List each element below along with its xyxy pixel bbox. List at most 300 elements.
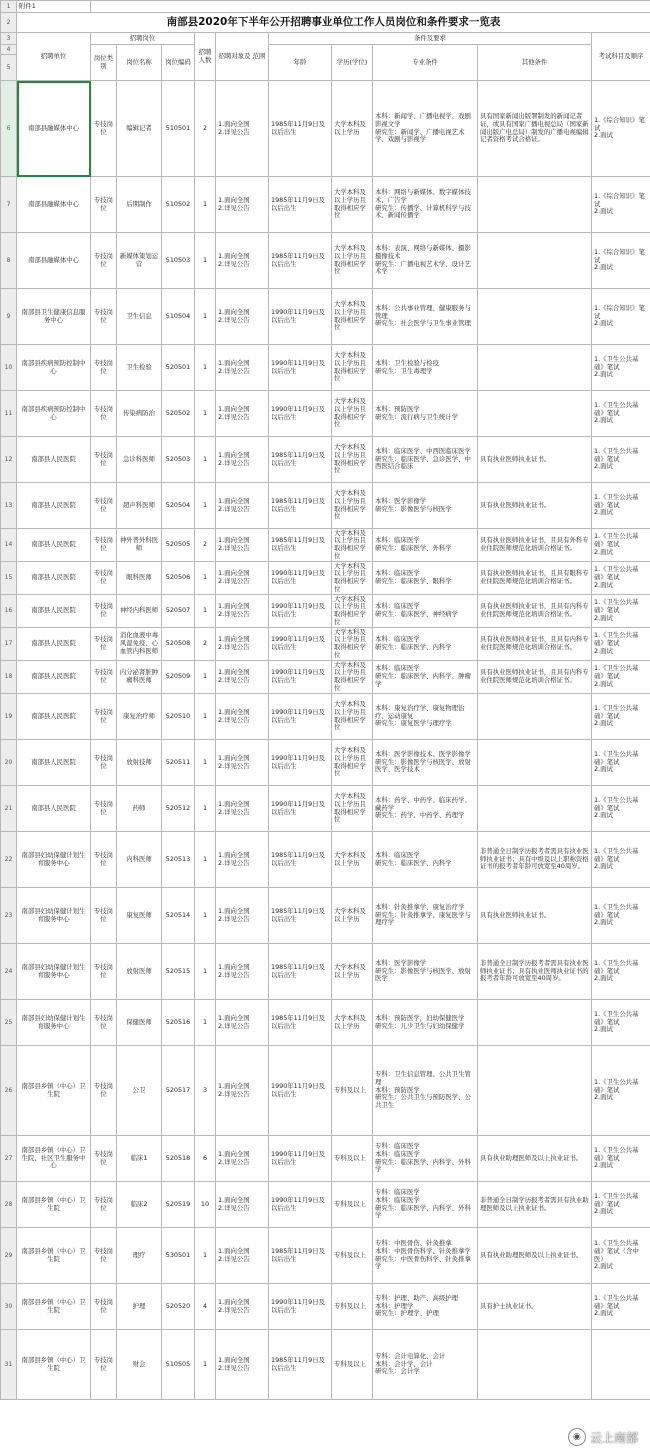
cell-count[interactable]: 1 <box>195 1330 216 1400</box>
cell-unit[interactable]: 南部县乡镇（中心）卫生院 <box>17 1330 91 1400</box>
row-number[interactable]: 14 <box>1 529 17 562</box>
cell-age[interactable]: 1985年11月9日及以后出生 <box>269 233 332 289</box>
cell-age[interactable]: 1985年11月9日及以后出生 <box>269 437 332 483</box>
cell-exam[interactable]: 1.《卫生公共基础》笔试 2.面试 <box>592 345 650 391</box>
cell-major[interactable]: 本科：康复治疗学、康复物理治疗、运动康复 研究生：康复医学与理疗学 <box>373 694 478 740</box>
row-number[interactable]: 11 <box>1 391 17 437</box>
cell-exam[interactable]: 1.《卫生公共基础》笔试 2.面试 <box>592 391 650 437</box>
cell-post-code[interactable]: 520513 <box>162 832 195 888</box>
cell-major[interactable]: 本科：医学影像技术、医学影像学 研究生：影像医学与核医学、放射医学、医学技术 <box>373 740 478 786</box>
cell-exam[interactable]: 1.《卫生公共基础》笔试 2.面试 <box>592 1046 650 1136</box>
cell-post-type[interactable]: 专技岗位 <box>91 1284 117 1330</box>
row-number[interactable]: 13 <box>1 483 17 529</box>
row-number[interactable]: 9 <box>1 289 17 345</box>
row-number[interactable]: 28 <box>1 1182 17 1228</box>
cell-education[interactable]: 大学本科及以上学历且取得相应学位 <box>332 740 373 786</box>
cell-unit[interactable]: 南部县疾病预防控制中心 <box>17 345 91 391</box>
cell-count[interactable]: 1 <box>195 177 216 233</box>
cell-education[interactable]: 大学本科及以上学历且取得相应学位 <box>332 595 373 628</box>
row-number[interactable]: 22 <box>1 832 17 888</box>
cell-post-name[interactable]: 内分泌肾脏肿瘤科医师 <box>117 661 162 694</box>
cell-age[interactable]: 1990年11月9日及以后出生 <box>269 628 332 661</box>
cell-post-code[interactable]: 520517 <box>162 1046 195 1136</box>
cell-target-scope[interactable]: 1.面向全国 2.详见公告 <box>216 694 269 740</box>
cell-post-name[interactable]: 神经内科医师 <box>117 595 162 628</box>
cell-post-type[interactable]: 专技岗位 <box>91 345 117 391</box>
cell-count[interactable]: 4 <box>195 1284 216 1330</box>
cell-target-scope[interactable]: 1.面向全国 2.详见公告 <box>216 661 269 694</box>
cell-unit[interactable]: 南部县人民医院 <box>17 529 91 562</box>
cell-major[interactable]: 本科：临床医学 研究生：临床医学、内科学、肿瘤学 <box>373 661 478 694</box>
cell-post-type[interactable]: 专技岗位 <box>91 694 117 740</box>
cell-major[interactable]: 专科：会计电算化、会计 本科：会计学、会计 研究生：会计学 <box>373 1330 478 1400</box>
cell-target-scope[interactable]: 1.面向全国 2.详见公告 <box>216 1330 269 1400</box>
cell-post-type[interactable]: 专技岗位 <box>91 661 117 694</box>
cell-unit[interactable]: 南部县妇幼保健计划生育服务中心 <box>17 1000 91 1046</box>
cell-exam[interactable]: 1.《综合知识》笔试 2.面试 <box>592 289 650 345</box>
cell-post-name[interactable]: 护理 <box>117 1284 162 1330</box>
cell-post-name[interactable]: 临床1 <box>117 1136 162 1182</box>
cell-unit[interactable]: 南部县乡镇（中心）卫生院 <box>17 1182 91 1228</box>
row-number[interactable]: 6 <box>1 81 17 177</box>
cell-education[interactable]: 专科及以上 <box>332 1228 373 1284</box>
cell-post-type[interactable]: 专技岗位 <box>91 81 117 177</box>
cell-education[interactable]: 专科及以上 <box>332 1330 373 1400</box>
cell-exam[interactable]: 1.《卫生公共基础》笔试 2.面试 <box>592 437 650 483</box>
cell-unit[interactable]: 南部县人民医院 <box>17 661 91 694</box>
cell-post-name[interactable]: 传染病防治 <box>117 391 162 437</box>
cell-major[interactable]: 本科：医学影像学 研究生：影像医学与核医学 <box>373 483 478 529</box>
cell-count[interactable]: 1 <box>195 595 216 628</box>
cell-target-scope[interactable]: 1.面向全国 2.详见公告 <box>216 437 269 483</box>
row-number[interactable]: 17 <box>1 628 17 661</box>
cell-age[interactable]: 1985年11月9日及以后出生 <box>269 1228 332 1284</box>
cell-major[interactable]: 本科：表演、网络与新媒体、摄影摄像技术 研究生：广播电视艺术学、设计艺术学 <box>373 233 478 289</box>
cell-other[interactable] <box>478 786 592 832</box>
cell-exam[interactable]: 1.《综合知识》笔试 2.面试 <box>592 233 650 289</box>
cell-major[interactable]: 专科：护理、助产、高级护理 本科：护理学 研究生：护理学、护理 <box>373 1284 478 1330</box>
cell-education[interactable]: 专科及以上 <box>332 1284 373 1330</box>
cell-count[interactable]: 1 <box>195 944 216 1000</box>
cell-age[interactable]: 1985年11月9日及以后出生 <box>269 832 332 888</box>
cell-age[interactable]: 1990年11月9日及以后出生 <box>269 289 332 345</box>
row-number[interactable]: 25 <box>1 1000 17 1046</box>
cell-exam[interactable]: 1.《卫生公共基础》笔试 2.面试 <box>592 888 650 944</box>
cell-exam[interactable]: 1.《卫生公共基础》笔试 2.面试 <box>592 740 650 786</box>
cell-count[interactable]: 1 <box>195 740 216 786</box>
cell-major[interactable]: 本科：公共事业管理、健康服务与管理 研究生：社会医学与卫生事业管理 <box>373 289 478 345</box>
cell-education[interactable]: 大学本科及以上学历 <box>332 1000 373 1046</box>
cell-count[interactable]: 1 <box>195 391 216 437</box>
cell-post-type[interactable]: 专技岗位 <box>91 786 117 832</box>
cell-unit[interactable]: 南部县人民医院 <box>17 694 91 740</box>
cell-exam[interactable]: 1.《卫生公共基础》笔试 2.面试 <box>592 944 650 1000</box>
cell-post-type[interactable]: 专技岗位 <box>91 391 117 437</box>
cell-post-type[interactable]: 专技岗位 <box>91 562 117 595</box>
row-number[interactable]: 18 <box>1 661 17 694</box>
cell-other[interactable] <box>478 177 592 233</box>
cell-count[interactable]: 3 <box>195 1046 216 1136</box>
cell-post-code[interactable]: 520516 <box>162 1000 195 1046</box>
cell-age[interactable]: 1985年11月9日及以后出生 <box>269 944 332 1000</box>
row-number[interactable]: 31 <box>1 1330 17 1400</box>
cell-education[interactable]: 大学本科及以上学历且取得相应学位 <box>332 483 373 529</box>
cell-unit[interactable]: 南部县卫生健康信息服务中心 <box>17 289 91 345</box>
row-number[interactable]: 19 <box>1 694 17 740</box>
cell-exam[interactable]: 1.《卫生公共基础》笔试 2.面试 <box>592 1136 650 1182</box>
cell-age[interactable]: 1990年11月9日及以后出生 <box>269 1182 332 1228</box>
cell-exam[interactable]: 1.《卫生公共基础》笔试 2.面试 <box>592 562 650 595</box>
cell-post-type[interactable]: 专技岗位 <box>91 740 117 786</box>
cell-major[interactable]: 本科：针灸推拿学、康复治疗学 研究生：针灸推拿学、康复医学与理疗学 <box>373 888 478 944</box>
cell-education[interactable]: 大学本科及以上学历且取得相应学位 <box>332 391 373 437</box>
cell-post-code[interactable]: 510505 <box>162 1330 195 1400</box>
cell-count[interactable]: 1 <box>195 832 216 888</box>
cell-post-code[interactable]: 520504 <box>162 483 195 529</box>
cell-other[interactable]: 非普通全日制学历报考者需具有执业助理医师及以上执业证书。 <box>478 1182 592 1228</box>
cell-target-scope[interactable]: 1.面向全国 2.详见公告 <box>216 1046 269 1136</box>
cell-education[interactable]: 大学本科及以上学历且取得相应学位 <box>332 661 373 694</box>
cell-post-name[interactable]: 卫生信息 <box>117 289 162 345</box>
cell-post-name[interactable]: 理疗 <box>117 1228 162 1284</box>
cell-target-scope[interactable]: 1.面向全国 2.详见公告 <box>216 529 269 562</box>
cell-age[interactable]: 1985年11月9日及以后出生 <box>269 177 332 233</box>
cell-count[interactable]: 2 <box>195 628 216 661</box>
cell-education[interactable]: 专科及以上 <box>332 1046 373 1136</box>
cell-post-code[interactable]: 530501 <box>162 1228 195 1284</box>
cell-other[interactable]: 具有执业医师执业证书。 <box>478 483 592 529</box>
cell-count[interactable]: 10 <box>195 1182 216 1228</box>
cell-education[interactable]: 专科及以上 <box>332 1182 373 1228</box>
cell-post-type[interactable]: 专技岗位 <box>91 1000 117 1046</box>
cell-major[interactable]: 专科：中医骨伤、针灸推拿 本科：中医骨伤科学、针灸推拿学 研究生：中医骨伤科学、针灸推拿学 <box>373 1228 478 1284</box>
cell-post-code[interactable]: 510504 <box>162 289 195 345</box>
cell-post-name[interactable]: 消化血液中毒风湿免疫、心血管内科医师 <box>117 628 162 661</box>
cell-unit[interactable]: 南部县融媒体中心 <box>17 177 91 233</box>
cell-unit[interactable]: 南部县人民医院 <box>17 628 91 661</box>
cell-major[interactable]: 本科：预防医学，妇幼保健医学 研究生：儿少卫生与妇幼保健学 <box>373 1000 478 1046</box>
cell-count[interactable]: 1 <box>195 661 216 694</box>
row-number[interactable]: 24 <box>1 944 17 1000</box>
cell-unit[interactable]: 南部县妇幼保健计划生育服务中心 <box>17 944 91 1000</box>
cell-post-code[interactable]: 520506 <box>162 562 195 595</box>
cell-post-type[interactable]: 专技岗位 <box>91 1228 117 1284</box>
cell-exam[interactable]: 1.《卫生公共基础》笔试 2.面试 <box>592 694 650 740</box>
cell-target-scope[interactable]: 1.面向全国 2.详见公告 <box>216 628 269 661</box>
row-number[interactable]: 27 <box>1 1136 17 1182</box>
cell-post-type[interactable]: 专技岗位 <box>91 888 117 944</box>
cell-post-type[interactable]: 专技岗位 <box>91 628 117 661</box>
cell-major[interactable]: 本科：临床医学 研究生：临床医学、外科学 <box>373 529 478 562</box>
cell-post-type[interactable]: 专技岗位 <box>91 832 117 888</box>
cell-post-name[interactable]: 神外普外科医师 <box>117 529 162 562</box>
cell-post-name[interactable]: 超声科医师 <box>117 483 162 529</box>
cell-post-name[interactable]: 保健医师 <box>117 1000 162 1046</box>
row-number[interactable]: 20 <box>1 740 17 786</box>
cell-other[interactable]: 具有执业医师执业证书，且具有内科专业住院医师规范化培训合格证书。 <box>478 661 592 694</box>
cell-count[interactable]: 2 <box>195 81 216 177</box>
cell-post-name[interactable]: 编辑记者 <box>117 81 162 177</box>
row-number[interactable]: 21 <box>1 786 17 832</box>
cell-major[interactable]: 本科：卫生检验与检疫 研究生：卫生毒理学 <box>373 345 478 391</box>
cell-other[interactable]: 具有执业医师执业证书，且具有外科专业住院医师规范化培训合格证书。 <box>478 529 592 562</box>
cell-target-scope[interactable]: 1.面向全国 2.详见公告 <box>216 944 269 1000</box>
cell-exam[interactable]: 1.《卫生公共基础》笔试 2.面试 <box>592 628 650 661</box>
cell-major[interactable]: 本科：网络与新媒体、数字媒体技术、广告学 研究生：传播学、计算机科学与技术、新闻传播学 <box>373 177 478 233</box>
cell-post-code[interactable]: 520502 <box>162 391 195 437</box>
cell-education[interactable]: 大学本科及以上学历 <box>332 81 373 177</box>
cell-major[interactable]: 本科：临床医学、中西医临床医学 研究生：临床医学、急诊医学、中西医结合临床 <box>373 437 478 483</box>
cell-other[interactable]: 非普通全日制学历报考者需具有执业医师执业证书；具有中级及以上职称资格证书的报考者年龄可放宽至40周岁。 <box>478 832 592 888</box>
cell-target-scope[interactable]: 1.面向全国 2.详见公告 <box>216 1284 269 1330</box>
cell-unit[interactable]: 南部县人民医院 <box>17 437 91 483</box>
cell-education[interactable]: 大学本科及以上学历 <box>332 832 373 888</box>
row-number[interactable]: 7 <box>1 177 17 233</box>
cell-education[interactable]: 大学本科及以上学历且取得相应学位 <box>332 562 373 595</box>
cell-unit[interactable]: 南部县人民医院 <box>17 740 91 786</box>
cell-age[interactable]: 1990年11月9日及以后出生 <box>269 595 332 628</box>
cell-target-scope[interactable]: 1.面向全国 2.详见公告 <box>216 562 269 595</box>
cell-count[interactable]: 6 <box>195 1136 216 1182</box>
cell-unit[interactable]: 南部县疾病预防控制中心 <box>17 391 91 437</box>
cell-target-scope[interactable]: 1.面向全国 2.详见公告 <box>216 595 269 628</box>
cell-major[interactable]: 专科：临床医学 本科：临床医学 研究生：临床医学、内科学、外科学 <box>373 1182 478 1228</box>
cell-post-code[interactable]: 520512 <box>162 786 195 832</box>
cell-other[interactable]: 具有执业助理医师及以上执业证书。 <box>478 1136 592 1182</box>
cell-unit[interactable]: 南部县乡镇（中心）卫生院 <box>17 1228 91 1284</box>
cell-target-scope[interactable]: 1.面向全国 2.详见公告 <box>216 740 269 786</box>
cell-unit[interactable]: 南部县乡镇（中心）卫生院 <box>17 1046 91 1136</box>
cell-unit[interactable]: 南部县人民医院 <box>17 562 91 595</box>
cell-post-type[interactable]: 专技岗位 <box>91 289 117 345</box>
cell-major[interactable]: 本科：药学、中药学、临床药学、藏药学 研究生：药学、中药学、药理学 <box>373 786 478 832</box>
cell-post-code[interactable]: 520511 <box>162 740 195 786</box>
cell-target-scope[interactable]: 1.面向全国 2.详见公告 <box>216 233 269 289</box>
cell-post-code[interactable]: 520501 <box>162 345 195 391</box>
cell-post-type[interactable]: 专技岗位 <box>91 529 117 562</box>
cell-post-name[interactable]: 后期制作 <box>117 177 162 233</box>
cell-post-type[interactable]: 专技岗位 <box>91 1182 117 1228</box>
cell-post-code[interactable]: 520515 <box>162 944 195 1000</box>
cell-major[interactable]: 本科：临床医学 研究生：临床医学、眼科学 <box>373 562 478 595</box>
cell-other[interactable]: 具有执业医师执业证书。 <box>478 888 592 944</box>
cell-major[interactable]: 专科：临床医学 本科：临床医学 研究生：临床医学、内科学、外科学 <box>373 1136 478 1182</box>
cell-unit[interactable]: 南部县人民医院 <box>17 483 91 529</box>
cell-other[interactable]: 具有执业医师执业证书，且具有内科专业住院医师规范化培训合格证书。 <box>478 595 592 628</box>
cell-count[interactable]: 1 <box>195 437 216 483</box>
cell-education[interactable]: 大学本科及以上学历且取得相应学位 <box>332 628 373 661</box>
cell-other[interactable] <box>478 233 592 289</box>
cell-age[interactable]: 1985年11月9日及以后出生 <box>269 483 332 529</box>
cell-post-name[interactable]: 康复医师 <box>117 888 162 944</box>
cell-post-name[interactable]: 财会 <box>117 1330 162 1400</box>
cell-post-name[interactable]: 内科医师 <box>117 832 162 888</box>
cell-post-code[interactable]: 520509 <box>162 661 195 694</box>
cell-major[interactable]: 本科：预防医学 研究生：流行病与卫生统计学 <box>373 391 478 437</box>
cell-other[interactable] <box>478 1000 592 1046</box>
cell-post-name[interactable]: 药师 <box>117 786 162 832</box>
cell-post-code[interactable]: 510501 <box>162 81 195 177</box>
cell-post-code[interactable]: 510502 <box>162 177 195 233</box>
cell-other[interactable] <box>478 289 592 345</box>
cell-exam[interactable]: 1.《综合知识》笔试 2.面试 <box>592 81 650 177</box>
cell-age[interactable]: 1990年11月9日及以后出生 <box>269 562 332 595</box>
cell-education[interactable]: 大学本科及以上学历且取得相应学位 <box>332 694 373 740</box>
cell-other[interactable] <box>478 740 592 786</box>
cell-post-name[interactable]: 康复治疗师 <box>117 694 162 740</box>
cell-education[interactable]: 大学本科及以上学历且取得相应学位 <box>332 437 373 483</box>
cell-post-name[interactable]: 眼科医师 <box>117 562 162 595</box>
cell-major[interactable]: 本科：临床医学 研究生：临床医学、内科学 <box>373 628 478 661</box>
cell-major[interactable]: 本科：新闻学、广播电视学、戏剧影视文学 研究生：新闻学、广播电视艺术学、戏剧与影视学 <box>373 81 478 177</box>
cell-post-name[interactable]: 放射医师 <box>117 944 162 1000</box>
cell-post-type[interactable]: 专技岗位 <box>91 483 117 529</box>
cell-unit[interactable]: 南部县乡镇（中心）卫生院、社区卫生服务中心 <box>17 1136 91 1182</box>
cell-major[interactable]: 本科：医学影像学 研究生：影像医学与核医学、放射医学 <box>373 944 478 1000</box>
cell-other[interactable] <box>478 345 592 391</box>
row-number[interactable]: 10 <box>1 345 17 391</box>
cell-exam[interactable]: 1.《卫生公共基础》笔试 2.面试 <box>592 786 650 832</box>
row-number[interactable]: 8 <box>1 233 17 289</box>
cell-age[interactable]: 1990年11月9日及以后出生 <box>269 661 332 694</box>
cell-other[interactable]: 具有执业助理医师及以上执业证书。 <box>478 1228 592 1284</box>
cell-unit[interactable]: 南部县妇幼保健计划生育服务中心 <box>17 832 91 888</box>
cell-post-name[interactable]: 急诊科医师 <box>117 437 162 483</box>
cell-major[interactable]: 本科：临床医学 研究生：临床医学、神经病学 <box>373 595 478 628</box>
cell-age[interactable]: 1985年11月9日及以后出生 <box>269 81 332 177</box>
cell-post-code[interactable]: 520514 <box>162 888 195 944</box>
cell-unit[interactable]: 南部县乡镇（中心）卫生院 <box>17 1284 91 1330</box>
cell-exam[interactable]: 1.《卫生公共基础》笔试 2.面试 <box>592 529 650 562</box>
cell-major[interactable]: 本科：临床医学 研究生：临床医学、内科学 <box>373 832 478 888</box>
cell-count[interactable]: 1 <box>195 289 216 345</box>
cell-age[interactable]: 1990年11月9日及以后出生 <box>269 694 332 740</box>
cell-major[interactable]: 专科：卫生信息管理、公共卫生管理 本科：预防医学 研究生：公共卫生与预防医学、公共卫生 <box>373 1046 478 1136</box>
cell-exam[interactable]: 1.《卫生公共基础》笔试 2.面试 <box>592 661 650 694</box>
cell-exam[interactable]: 1.《卫生公共基础》笔试 2.面试 <box>592 1284 650 1330</box>
cell-post-code[interactable]: 520510 <box>162 694 195 740</box>
cell-exam[interactable]: 1.《卫生公共基础》笔试 2.面试 <box>592 1000 650 1046</box>
cell-count[interactable]: 1 <box>195 233 216 289</box>
cell-target-scope[interactable]: 1.面向全国 2.详见公告 <box>216 1182 269 1228</box>
cell-target-scope[interactable]: 1.面向全国 2.详见公告 <box>216 483 269 529</box>
cell-other[interactable]: 具有执业医师执业证书，且具有内科专业住院医师规范化培训合格证书。 <box>478 628 592 661</box>
cell-education[interactable]: 大学本科及以上学历 <box>332 944 373 1000</box>
cell-target-scope[interactable]: 1.面向全国 2.详见公告 <box>216 391 269 437</box>
cell-post-type[interactable]: 专技岗位 <box>91 1046 117 1136</box>
cell-age[interactable]: 1990年11月9日及以后出生 <box>269 740 332 786</box>
cell-post-type[interactable]: 专技岗位 <box>91 177 117 233</box>
cell-count[interactable]: 1 <box>195 1228 216 1284</box>
cell-exam[interactable]: 1.《卫生公共基础》笔试 2.面试 <box>592 483 650 529</box>
cell-target-scope[interactable]: 1.面向全国 2.详见公告 <box>216 289 269 345</box>
cell-count[interactable]: 1 <box>195 483 216 529</box>
cell-age[interactable]: 1990年11月9日及以后出生 <box>269 1046 332 1136</box>
cell-count[interactable]: 1 <box>195 786 216 832</box>
cell-post-name[interactable]: 新媒体策划运营 <box>117 233 162 289</box>
cell-education[interactable]: 大学本科及以上学历且取得相应学位 <box>332 786 373 832</box>
cell-exam[interactable]: 1.《卫生公共基础》笔试 2.面试 <box>592 595 650 628</box>
cell-unit[interactable]: 南部县融媒体中心 <box>17 81 91 177</box>
cell-count[interactable]: 2 <box>195 529 216 562</box>
cell-age[interactable]: 1990年11月9日及以后出生 <box>269 1284 332 1330</box>
cell-post-code[interactable]: 520520 <box>162 1284 195 1330</box>
cell-post-type[interactable]: 专技岗位 <box>91 437 117 483</box>
row-number[interactable]: 15 <box>1 562 17 595</box>
cell-education[interactable]: 大学本科及以上学历且取得相应学位 <box>332 529 373 562</box>
cell-age[interactable]: 1990年11月9日及以后出生 <box>269 391 332 437</box>
cell-education[interactable]: 大学本科及以上学历且取得相应学位 <box>332 177 373 233</box>
cell-unit[interactable]: 南部县人民医院 <box>17 786 91 832</box>
row-number[interactable]: 16 <box>1 595 17 628</box>
cell-other[interactable] <box>478 1330 592 1400</box>
cell-other[interactable]: 非普通全日制学历报考者需具有执业医师执业证书；具有执业医师执业证书的报考者年龄可放宽至40周岁。 <box>478 944 592 1000</box>
cell-unit[interactable]: 南部县妇幼保健计划生育服务中心 <box>17 888 91 944</box>
cell-age[interactable]: 1985年11月9日及以后出生 <box>269 529 332 562</box>
cell-target-scope[interactable]: 1.面向全国 2.详见公告 <box>216 177 269 233</box>
cell-count[interactable]: 1 <box>195 345 216 391</box>
cell-target-scope[interactable]: 1.面向全国 2.详见公告 <box>216 888 269 944</box>
cell-post-type[interactable]: 专技岗位 <box>91 233 117 289</box>
cell-target-scope[interactable]: 1.面向全国 2.详见公告 <box>216 1228 269 1284</box>
row-number[interactable]: 29 <box>1 1228 17 1284</box>
cell-other[interactable]: 具有执业医师执业证书，且具有眼科专业住院医师规范化培训合格证书。 <box>478 562 592 595</box>
cell-target-scope[interactable]: 1.面向全国 2.详见公告 <box>216 786 269 832</box>
cell-education[interactable]: 大学本科及以上学历且取得相应学位 <box>332 233 373 289</box>
cell-education[interactable]: 大学本科及以上学历且取得相应学位 <box>332 289 373 345</box>
cell-post-type[interactable]: 专技岗位 <box>91 1330 117 1400</box>
cell-age[interactable]: 1985年11月9日及以后出生 <box>269 888 332 944</box>
cell-post-type[interactable]: 专技岗位 <box>91 595 117 628</box>
cell-education[interactable]: 大学本科及以上学历且取得相应学位 <box>332 345 373 391</box>
cell-other[interactable] <box>478 694 592 740</box>
cell-other[interactable]: 具有国家新闻出版署制发的新闻记者证，或具有国家广播电视总局（国家新闻出版广电总局）制发的广播电视编辑记者资格考试合格证。 <box>478 81 592 177</box>
cell-education[interactable]: 专科及以上 <box>332 1136 373 1182</box>
cell-exam[interactable]: 1.《卫生公共基础》笔试（含中医） 2.面试 <box>592 1228 650 1284</box>
cell-post-name[interactable]: 卫生检验 <box>117 345 162 391</box>
cell-exam[interactable] <box>592 1330 650 1400</box>
row-number[interactable]: 23 <box>1 888 17 944</box>
cell-post-code[interactable]: 520507 <box>162 595 195 628</box>
cell-other[interactable] <box>478 1046 592 1136</box>
cell-count[interactable]: 1 <box>195 694 216 740</box>
cell-age[interactable]: 1990年11月9日及以后出生 <box>269 786 332 832</box>
cell-age[interactable]: 1985年11月9日及以后出生 <box>269 1000 332 1046</box>
row-number[interactable]: 26 <box>1 1046 17 1136</box>
cell-exam[interactable]: 1.《综合知识》笔试 2.面试 <box>592 177 650 233</box>
cell-post-name[interactable]: 临床2 <box>117 1182 162 1228</box>
row-number[interactable]: 12 <box>1 437 17 483</box>
cell-unit[interactable]: 南部县融媒体中心 <box>17 233 91 289</box>
cell-post-code[interactable]: 510503 <box>162 233 195 289</box>
cell-target-scope[interactable]: 1.面向全国 2.详见公告 <box>216 345 269 391</box>
cell-post-code[interactable]: 520508 <box>162 628 195 661</box>
cell-count[interactable]: 1 <box>195 1000 216 1046</box>
cell-other[interactable] <box>478 391 592 437</box>
cell-age[interactable]: 1990年11月9日及以后出生 <box>269 345 332 391</box>
cell-post-code[interactable]: 520519 <box>162 1182 195 1228</box>
cell-exam[interactable]: 1.《卫生公共基础》笔试 2.面试 <box>592 832 650 888</box>
cell-age[interactable]: 1985年11月9日及以后出生 <box>269 1330 332 1400</box>
cell-target-scope[interactable]: 1.面向全国 2.详见公告 <box>216 832 269 888</box>
cell-post-code[interactable]: 520518 <box>162 1136 195 1182</box>
cell-post-code[interactable]: 520503 <box>162 437 195 483</box>
cell-age[interactable]: 1990年11月9日及以后出生 <box>269 1136 332 1182</box>
cell-target-scope[interactable]: 1.面向全国 2.详见公告 <box>216 1000 269 1046</box>
cell-education[interactable]: 大学本科及以上学历 <box>332 888 373 944</box>
cell-post-name[interactable]: 公卫 <box>117 1046 162 1136</box>
row-number[interactable]: 30 <box>1 1284 17 1330</box>
